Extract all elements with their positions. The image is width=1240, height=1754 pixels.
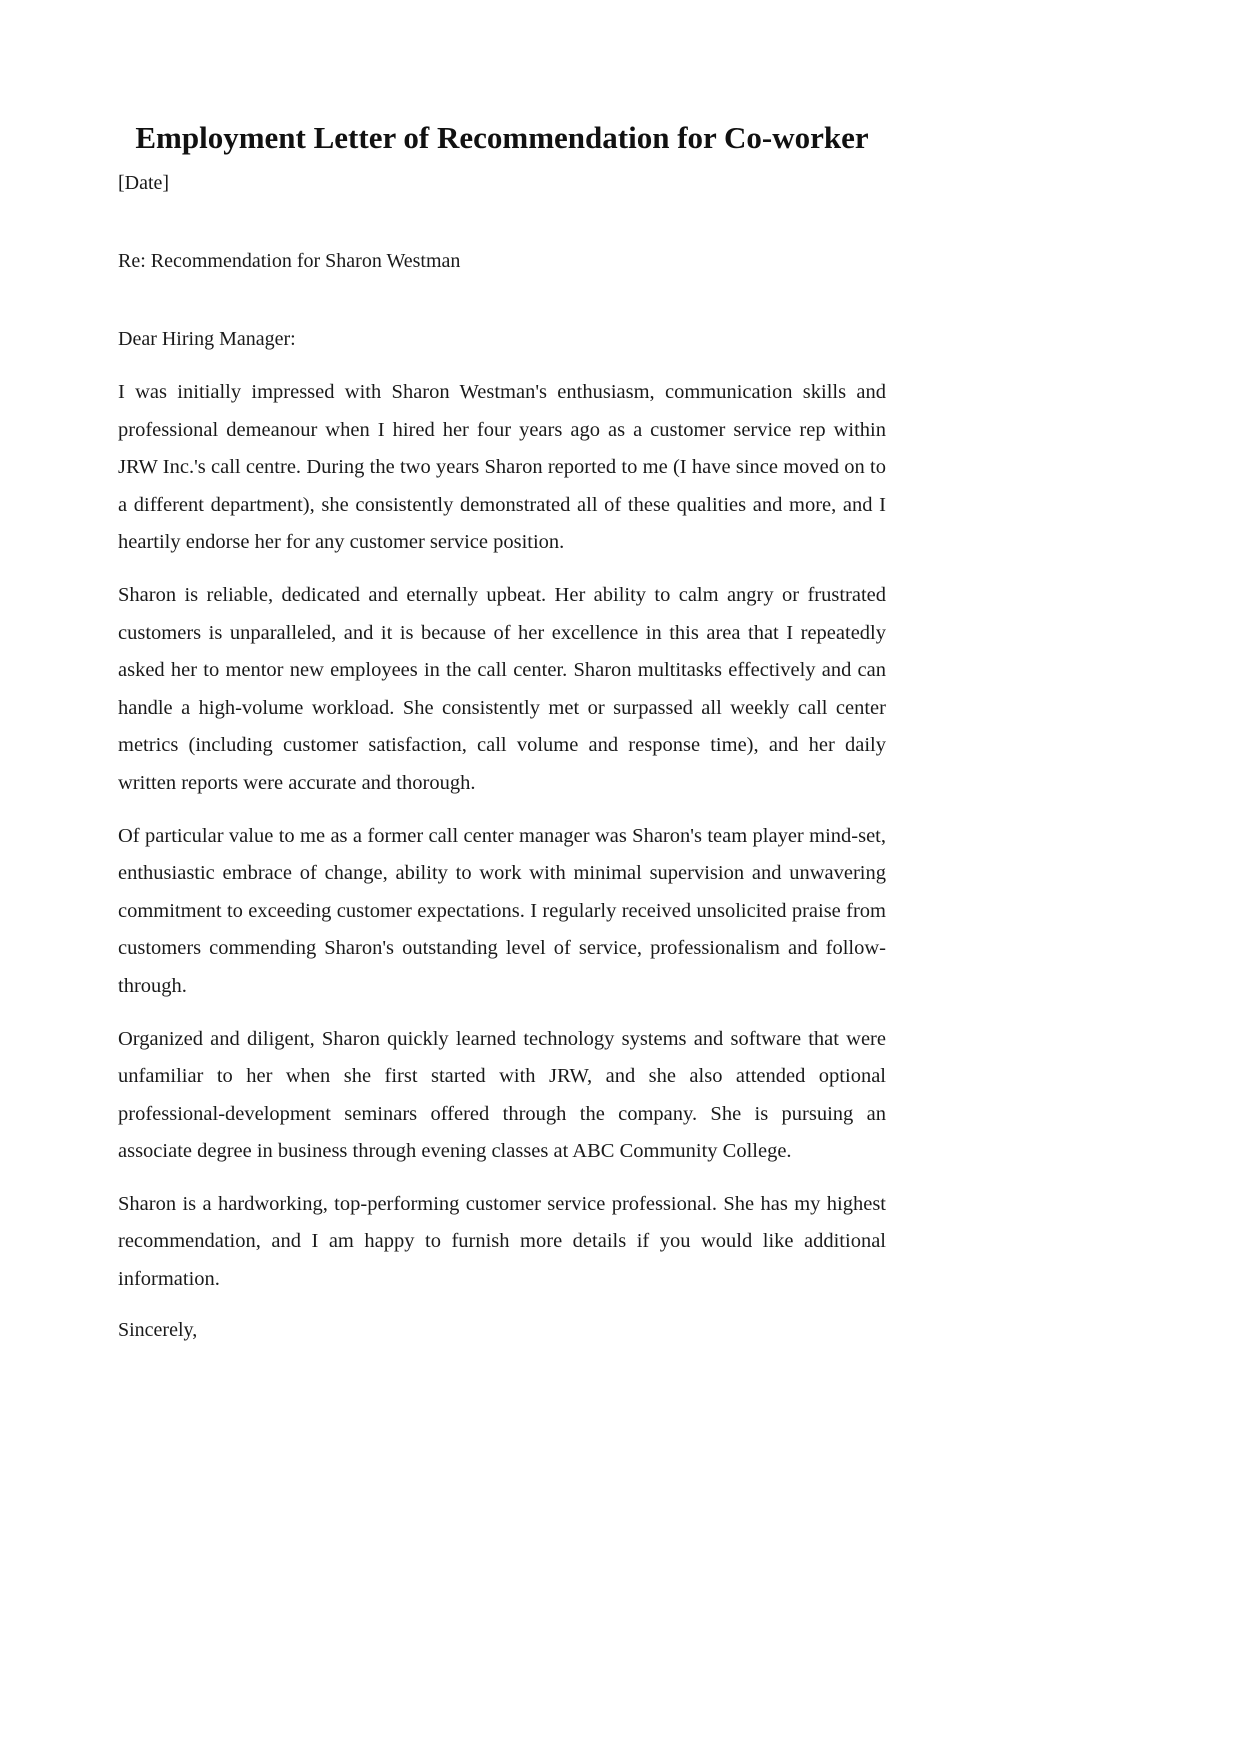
paragraph-3: Of particular value to me as a former call center manager was Sharon's team player mind-set, enthusiastic embrace of change, ability to work with minimal supervision and unwavering commitment to exceeding customer expectations. I regularly received unsolicited praise from customers commending Sharon's outstanding level of service, professionalism and follow-through. [118,824,886,997]
document-title: Employment Letter of Recommendation for Co-worker [135,120,869,155]
paragraph-2: Sharon is reliable, dedicated and eternally upbeat. Her ability to calm angry or frustrated customers is unparalleled, and it is because of her excellence in this area that I repeatedly asked her to mentor new employees in the call center. Sharon multitasks effectively and can handle a high-volume workload. She consistently met or surpassed all weekly call center metrics (including customer satisfaction, call volume and response time), and her daily written reports were accurate and thorough. [118,583,886,794]
paragraph-5: Sharon is a hardworking, top-performing customer service professional. She has my highest recommendation, and I am happy to furnish more details if you would like additional information. [118,1192,886,1291]
salutation: Dear Hiring Manager: [118,328,296,350]
date-line: [Date] [118,172,170,194]
closing-line: Sincerely, [118,1318,198,1341]
letter-body [118,110,886,1345]
paragraph-1: I was initially impressed with Sharon Westman's enthusiasm, communication skills and professional demeanour when I hired her four years ago as a customer service rep within JRW Inc.'s call centre. During the two years Sharon reported to me (I have since moved on to a different department), she consistently demonstrated all of these qualities and more, and I heartily endorse her for any customer service position. [118,381,886,554]
paragraph-4: Organized and diligent, Sharon quickly learned technology systems and software that were unfamiliar to her when she first started with JRW, and she also attended optional professional-development seminars offered through the company. She is pursuing an associate degree in business through evening classes at ABC Community College. [118,1027,886,1163]
subject-line: Re: Recommendation for Sharon Westman [118,250,461,272]
